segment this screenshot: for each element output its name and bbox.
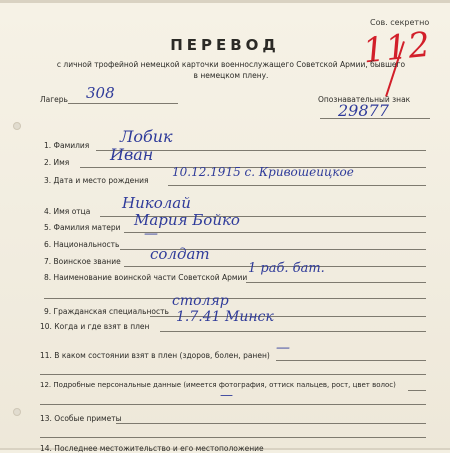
field-line-birth [168,185,426,186]
page-title: ПЕРЕВОД [170,36,280,54]
punch-hole [13,408,21,416]
field-value-captured: 1.7.41 Минск [176,309,274,325]
field-line-condition [276,360,426,361]
classification-label: Сов. секретно [370,18,430,27]
field-value-surname: Лобик [120,127,173,146]
camp-label: Лагерь [40,95,68,104]
field-label-unit: 8. Наименование воинской части Советской Армии [44,273,248,282]
field-value-father: Николай [122,194,191,212]
page-subtitle: с личной трофейной немецкой карточки военнослужащего Советской Армии, бывшего в немецком плену. [56,60,406,80]
red-stamp-number: 112 [361,24,433,72]
field-line-captured [160,331,426,332]
field-line-personal-data-2 [40,404,426,405]
field-value-occupation: столяр [172,293,229,309]
paper-edge-top [0,0,450,3]
field-line-features [116,423,426,424]
field-value-nationality: — [144,226,158,242]
field-line-personal-data [408,390,426,391]
field-label-captured: 10. Когда и где взят в плен [40,322,150,331]
field-line-mother [124,232,426,233]
punch-hole [13,122,21,130]
field-line-condition-2 [40,374,426,375]
field-value-mother: Мария Бойко [134,211,240,229]
field-value-unit: 1 раб. бат. [248,261,325,276]
field-label-residence: 14. Последнее местожительство и его местоположение [40,444,264,453]
field-line-unit [246,282,426,283]
field-label-features: 13. Особые приметы [40,414,122,423]
id-badge-label: Опознавательный знак [318,95,411,104]
field-line-unit-2 [44,298,426,299]
field-label-condition: 11. В каком состоянии взят в плен (здоров, болен, ранен) [40,351,270,360]
id-badge-value: 29877 [338,101,389,120]
field-label-birth: 3. Дата и место рождения [44,176,149,185]
field-line-features-2 [40,437,426,438]
field-value-personal-data: — [220,388,233,403]
field-label-mother: 5. Фамилия матери [44,223,121,232]
field-label-rank: 7. Воинское звание [44,257,121,266]
field-label-personal-data: 12. Подробные персональные данные (имеется фотография, оттиск пальцев, рост, цвет волос) [40,381,396,389]
camp-line [68,103,178,104]
field-label-nationality: 6. Национальность [44,240,120,249]
field-value-rank: солдат [150,245,210,263]
camp-value: 308 [86,84,115,102]
field-value-birth: 10.12.1915 с. Кривошеицкое [172,165,354,179]
field-label-surname: 1. Фамилия [44,141,90,150]
field-value-name: Иван [110,145,154,164]
field-label-name: 2. Имя [44,158,70,167]
field-label-occupation: 9. Гражданская специальность [44,307,169,316]
field-label-father: 4. Имя отца [44,207,91,216]
field-value-condition: — [276,340,290,356]
